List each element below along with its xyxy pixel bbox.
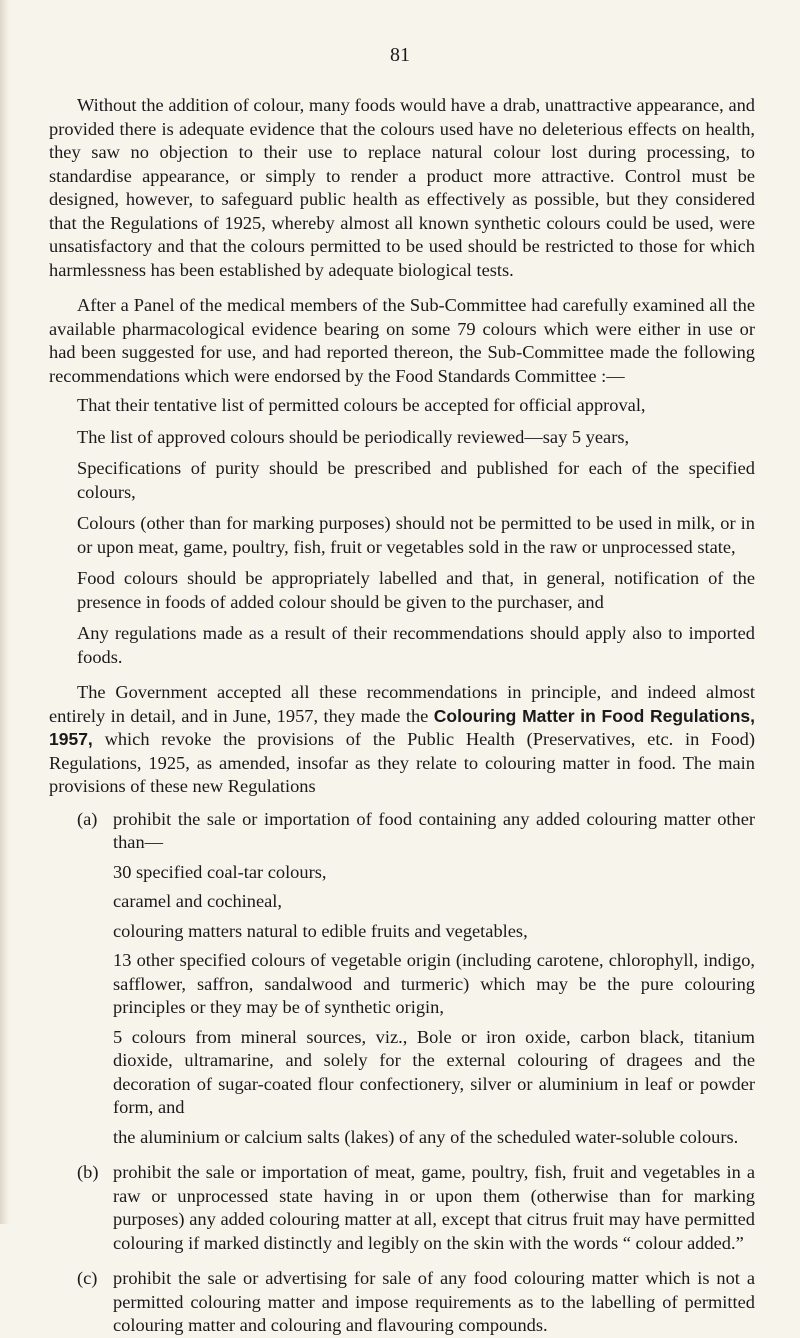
recommendation-item: Any regulations made as a result of their recommendations should apply also to imported foods.	[77, 623, 755, 667]
provision-a-items	[49, 861, 755, 1150]
permitted-colour-item: colouring matters natural to edible fruits and vegetables,	[113, 920, 528, 941]
provision-text: prohibit the sale or importation of meat, game, poultry, fish, fruit and vegetables in a raw or unprocessed state having in or upon them (otherwise than for marking purposes) any added colouring matter at all, except that citrus fruit may have permitted colouring if marked distinctly and legibly on the skin with the words “ colour added.”	[113, 1162, 755, 1253]
provision-text: prohibit the sale or importation of food containing any added colouring matter other than—	[113, 808, 755, 852]
regulations-title: Colouring Matter in Food Regulations, 1957,	[49, 705, 755, 749]
paragraph-government-regulations	[49, 681, 755, 799]
permitted-colour-item: the aluminium or calcium salts (lakes) of any of the scheduled water-soluble colours.	[113, 1126, 739, 1147]
provision-label: (a)	[77, 808, 98, 829]
provision-a	[77, 808, 755, 855]
provision-label: (c)	[77, 1268, 98, 1288]
permitted-colour-item: 13 other specified colours of vegetable origin (including carotene, chlorophyll, indigo, safflower, saffron, sandalwood and turmeric) which may be the pure colouring principles or they may be of synthetic origin,	[113, 950, 755, 1017]
recommendation-item: Food colours should be appropriately labelled and that, in general, notification of the presence in foods of added colour should be given to the purchaser, and	[77, 568, 755, 612]
recommendation-item: That their tentative list of permitted colours be accepted for official approval,	[77, 395, 646, 415]
permitted-colour-item: 30 specified coal-tar colours,	[113, 861, 327, 882]
page-number: 81	[390, 44, 410, 66]
regulations-body-text: which revoke the provisions of the Public Health (Preservatives, etc. in Food) Regulations, 1925, as amended, insofar as they relate to colouring matter in food. The main provisions of these new Regulations	[49, 729, 755, 796]
recommendation-item: The list of approved colours should be periodically reviewed—say 5 years,	[77, 426, 630, 447]
paragraph-colour-rationale: Without the addition of colour, many foods would have a drab, unattractive appearance, and provided there is adequate evidence that the colours used have no deleterious effects on health, they saw no objection to their use to replace natural colour lost during processing, to standardise appearance, or simply to render a product more attractive. Control must be designed, however, to safeguard public health as effectively as possible, but they considered that the Regulations of 1925, whereby almost all known synthetic colours could be used, were unsatisfactory and that the colours permitted to be used should be restricted to those for which harmlessness has been established by adequate biological tests.	[49, 95, 755, 280]
permitted-colour-item: caramel and cochineal,	[113, 891, 282, 911]
recommendations-list	[49, 394, 755, 669]
regulations-intro-text: The Government accepted all these recommendations in principle, and indeed almost entirely in detail, and in June, 1957, they made the	[49, 682, 755, 726]
provision-label: (b)	[77, 1162, 99, 1182]
provision-b	[77, 1161, 755, 1255]
provision-c	[77, 1267, 755, 1338]
provision-text: prohibit the sale or advertising for sale of any food colouring matter which is not a permitted colouring matter and impose requirements as to the labelling of permitted colouring matter and colouring and flavouring compounds.	[113, 1268, 755, 1335]
body-text	[49, 94, 755, 1338]
paragraph-panel-review: After a Panel of the medical members of the Sub-Committee had carefully examined all the available pharmacological evidence bearing on some 79 colours which were either in use or had been suggested for use, and had reported thereon, the Sub-Committee made the following recommendations which were endorsed by the Food Standards Committee :—	[49, 295, 755, 386]
recommendation-item: Colours (other than for marking purposes) should not be permitted to be used in milk, or in or upon meat, game, poultry, fish, fruit or vegetables sold in the raw or unprocessed state,	[77, 513, 755, 557]
recommendation-item: Specifications of purity should be prescribed and published for each of the specified colours,	[77, 458, 755, 502]
permitted-colour-item: 5 colours from mineral sources, viz., Bole or iron oxide, carbon black, titanium dioxide, ultramarine, and solely for the external colouring of dragees and the decoration of sugar-coated flour confectionery, silver or aluminium in leaf or powder form, and	[113, 1026, 755, 1117]
